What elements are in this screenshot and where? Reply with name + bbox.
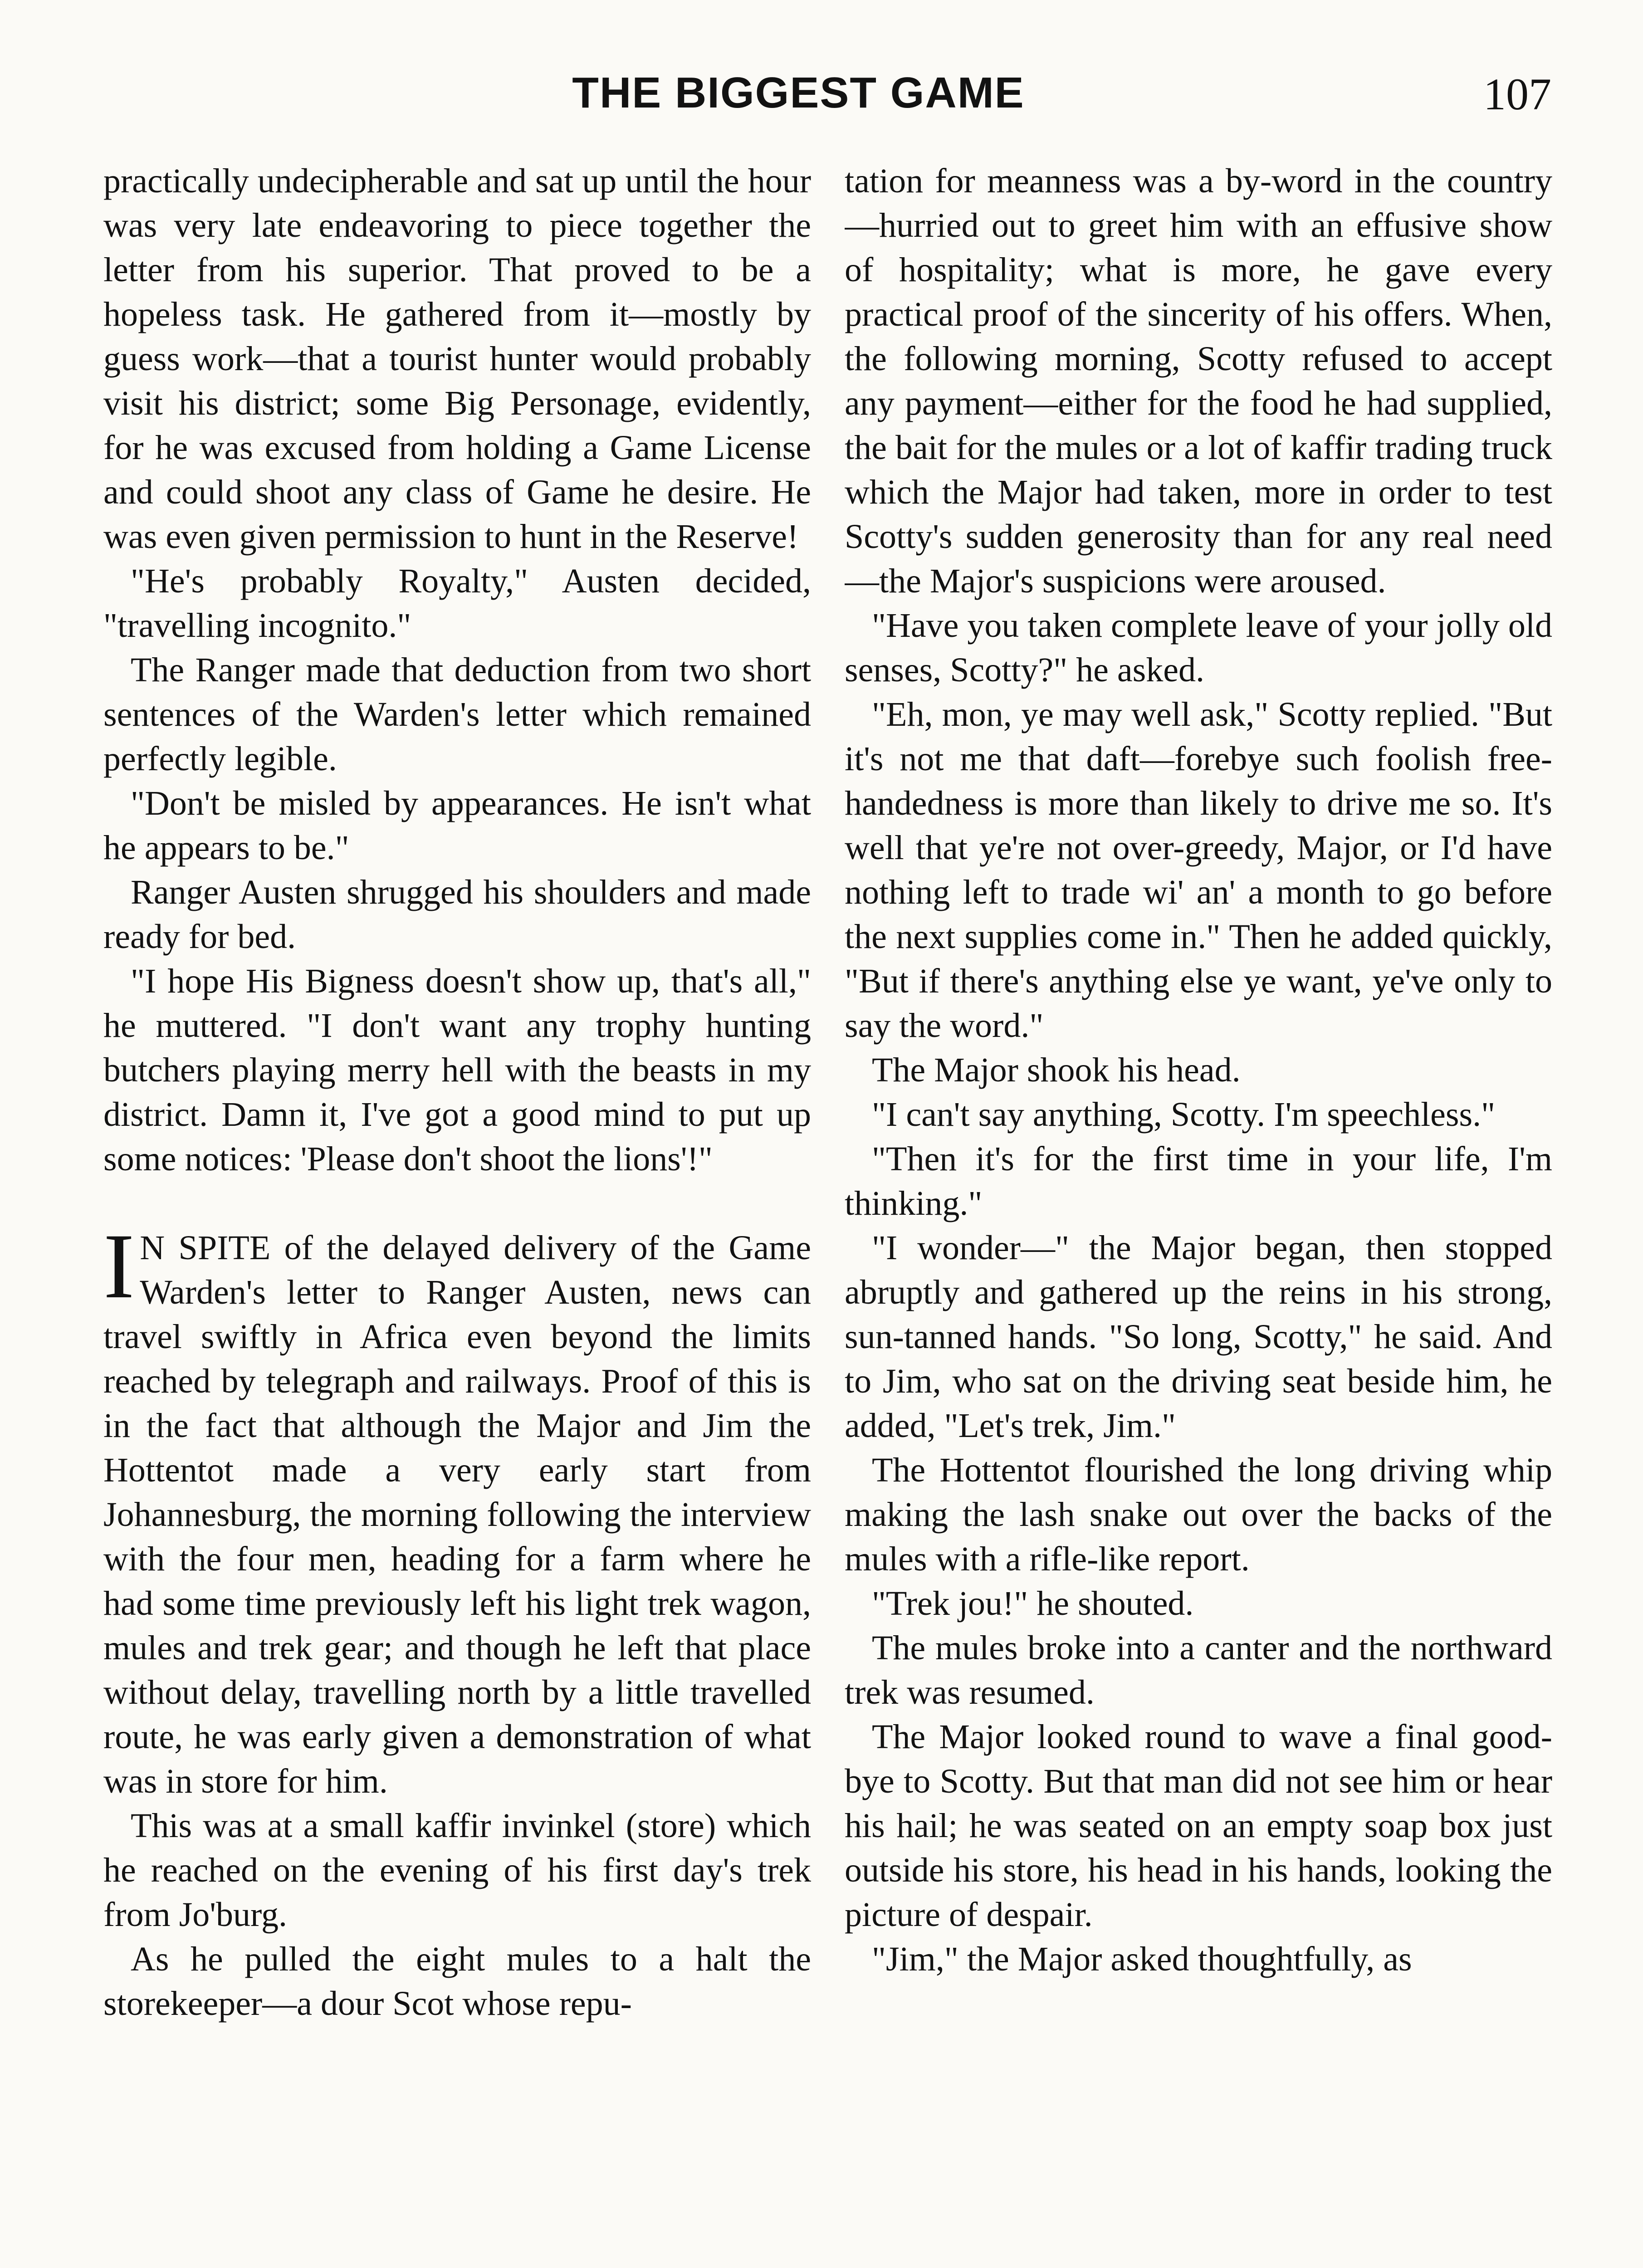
right-column xyxy=(845,159,1552,2268)
drop-cap: I xyxy=(103,1215,135,1318)
paragraph: "Jim," the Major asked thoughtfully, as xyxy=(872,1940,1412,1978)
running-title: THE BIGGEST GAME xyxy=(572,68,1025,117)
paragraph: "I can't say anything, Scotty. I'm speechless." xyxy=(872,1095,1496,1134)
paragraph: practically undecipherable and sat up until the hour was very late endeavoring to piece together the letter from his superior. That proved to be a hopeless task. He gathered from it—mostly by guess work—that a tourist hunter would probably visit his district; some Big Personage, evidently, for he was excused from holding a Game License and could shoot any class of Game he desire. He was even given permission to hunt in the Reserve! xyxy=(103,162,811,556)
paragraph: The Major shook his head. xyxy=(872,1051,1241,1089)
page-header xyxy=(0,0,1643,150)
paragraph: The Ranger made that deduction from two short sentences of the Warden's letter which remained perfectly legible. xyxy=(103,651,811,778)
paragraph: "Eh, mon, ye may well ask," Scotty replied. "But it's not me that daft—forebye such foolish free-handedness is more than likely to drive me so. It's well that ye're not over-greedy, Major, or I'd have nothing left to trade wi' an' a month to go before the next supplies come in." Then he added quickly, "But if there's anything else ye want, ye've only to say the word." xyxy=(845,695,1552,1045)
paragraph: "Trek jou!" he shouted. xyxy=(872,1584,1194,1623)
paragraph: "I hope His Bigness doesn't show up, that's all," he muttered. "I don't want any trophy hunting butchers playing merry hell with the beasts in my district. Damn it, I've got a good mind to put up some notices: 'Please don't shoot the lions'!" xyxy=(103,962,811,1178)
paragraph: "Then it's for the first time in your life, I'm thinking." xyxy=(845,1140,1552,1222)
paragraph: This was at a small kaffir invinkel (store) which he reached on the evening of his first day's trek from Jo'burg. xyxy=(103,1807,811,1934)
paragraph: "I wonder—" the Major began, then stopped abruptly and gathered up the reins in his strong, sun-tanned hands. "So long, Scotty," he said. And to Jim, who sat on the driving seat beside him, he added, "Let's trek, Jim." xyxy=(845,1229,1552,1445)
paragraph: As he pulled the eight mules to a halt the storekeeper—a dour Scot whose repu- xyxy=(103,1940,811,2023)
paragraph: The Major looked round to wave a final good-bye to Scotty. But that man did not see him or hear his hail; he was seated on an empty soap box just outside his store, his head in his hands, looking the picture of despair. xyxy=(845,1718,1552,1934)
paragraph: "Don't be misled by appearances. He isn't what he appears to be." xyxy=(103,784,811,867)
paragraph: "Have you taken complete leave of your jolly old senses, Scotty?" he asked. xyxy=(845,606,1552,689)
section-opening-paragraph xyxy=(103,1215,811,1804)
paragraph: The mules broke into a canter and the northward trek was resumed. xyxy=(845,1629,1552,1711)
left-column xyxy=(103,159,811,2268)
section-opening-text: N SPITE of the delayed delivery of the Game Warden's letter to Ranger Austen, news can travel swiftly in Africa even beyond the limits reached by telegraph and railways. Proof of this is in the fact that although the Major and Jim the Hottentot made a very early start from Johannesburg, the morning following the interview with the four men, heading for a farm where he had some time previously left his light trek wagon, mules and trek gear; and though he left that place without delay, travelling north by a little travelled route, he was early given a demonstration of what was in store for him. xyxy=(103,1229,811,1800)
paragraph: tation for meanness was a by-word in the country—hurried out to greet him with an effusive show of hospitality; what is more, he gave every practical proof of the sincerity of his offers. When, the following morning, Scotty refused to accept any payment—either for the food he had supplied, the bait for the mules or a lot of kaffir trading truck which the Major had taken, more in order to test Scotty's sudden generosity than for any real need—the Major's suspicions were aroused. xyxy=(845,162,1552,600)
section-gap xyxy=(103,1181,811,1226)
paragraph: Ranger Austen shrugged his shoulders and made ready for bed. xyxy=(103,873,811,956)
paragraph: "He's probably Royalty," Austen decided, "travelling incognito." xyxy=(103,562,811,645)
page-number: 107 xyxy=(1483,69,1551,119)
paragraph: The Hottentot flourished the long driving whip making the lash snake out over the backs of the mules with a rifle-like report. xyxy=(845,1451,1552,1578)
